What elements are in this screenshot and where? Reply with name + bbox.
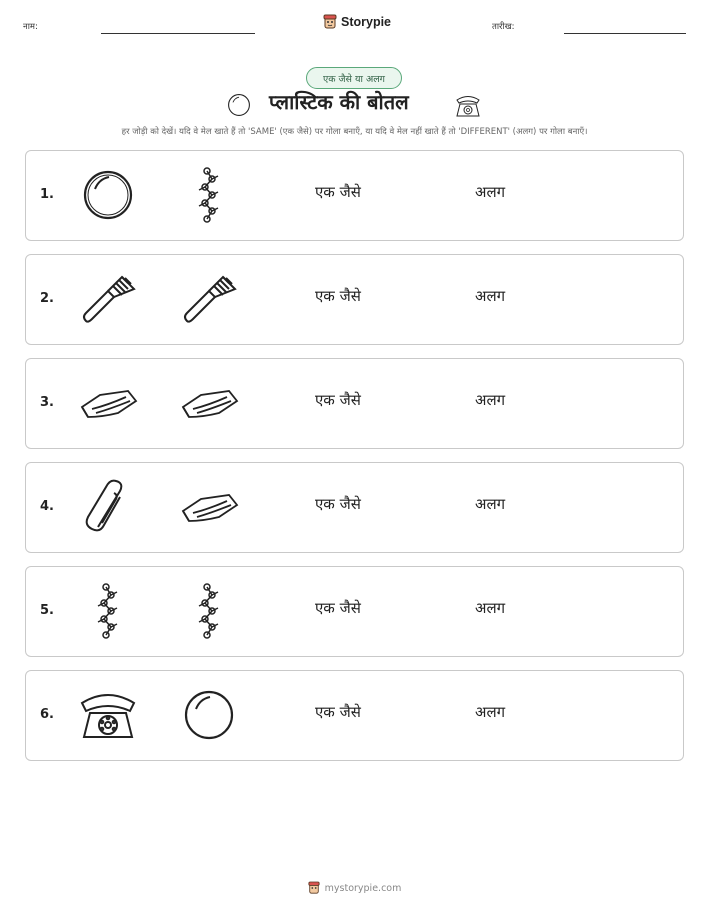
plastic-sheet-icon bbox=[179, 373, 239, 433]
date-label: तारीख: bbox=[492, 22, 515, 32]
pair-row-2 bbox=[25, 254, 684, 345]
comb-icon bbox=[78, 269, 138, 329]
different-option[interactable]: अलग bbox=[475, 391, 506, 409]
telephone-icon bbox=[453, 91, 483, 125]
row-number: 6. bbox=[40, 707, 54, 722]
molecule-chain-icon bbox=[179, 165, 239, 225]
plastic-sheet-icon bbox=[78, 373, 138, 433]
comb-icon bbox=[179, 269, 239, 329]
same-option[interactable]: एक जैसे bbox=[315, 183, 361, 201]
same-option[interactable]: एक जैसे bbox=[315, 599, 361, 617]
bubble-icon bbox=[179, 685, 239, 745]
plastic-sheet-icon bbox=[179, 477, 239, 537]
telephone-icon bbox=[78, 685, 138, 745]
same-option[interactable]: एक जैसे bbox=[315, 703, 361, 721]
different-option[interactable]: अलग bbox=[475, 599, 506, 617]
same-option[interactable]: एक जैसे bbox=[315, 495, 361, 513]
different-option[interactable]: अलग bbox=[475, 287, 506, 305]
pair-row-5 bbox=[25, 566, 684, 657]
title-row bbox=[0, 88, 709, 122]
row-number: 4. bbox=[40, 499, 54, 514]
page-title: प्लास्टिक की बोतल bbox=[269, 90, 409, 114]
footer-url[interactable]: mystorypie.com bbox=[324, 882, 402, 894]
different-option[interactable]: अलग bbox=[475, 703, 506, 721]
storypie-mascot-icon bbox=[323, 14, 337, 30]
worksheet-type-badge: एक जैसे या अलग bbox=[306, 67, 402, 89]
different-option[interactable]: अलग bbox=[475, 495, 506, 513]
brand-logo bbox=[323, 14, 391, 30]
name-field[interactable] bbox=[101, 33, 255, 34]
worksheet-header bbox=[0, 14, 709, 44]
row-number: 2. bbox=[40, 291, 54, 306]
different-option[interactable]: अलग bbox=[475, 183, 506, 201]
bubble-icon bbox=[78, 165, 138, 225]
row-number: 1. bbox=[40, 187, 54, 202]
paper-clip-icon bbox=[78, 477, 138, 537]
storypie-mascot-icon bbox=[308, 881, 320, 895]
same-option[interactable]: एक जैसे bbox=[315, 287, 361, 305]
name-label: नाम: bbox=[23, 22, 38, 32]
row-number: 5. bbox=[40, 603, 54, 618]
date-field[interactable] bbox=[564, 33, 686, 34]
instructions-text: हर जोड़ी को देखें। यदि वे मेल खाते हैं तो 'SAME' (एक जैसे) पर गोला बनाएँ, या यदि वे मेल नहीं खाते हैं तो 'DIFFERENT' (अलग) पर गोला बनाएँ। bbox=[121, 127, 588, 137]
bubble-icon bbox=[226, 92, 252, 122]
pair-row-3 bbox=[25, 358, 684, 449]
brand-name: Storypie bbox=[341, 15, 392, 29]
pair-row-6 bbox=[25, 670, 684, 761]
pair-row-4 bbox=[25, 462, 684, 553]
pair-row-1 bbox=[25, 150, 684, 241]
page-footer bbox=[0, 881, 709, 895]
molecule-chain-icon bbox=[78, 581, 138, 641]
same-option[interactable]: एक जैसे bbox=[315, 391, 361, 409]
molecule-chain-icon bbox=[179, 581, 239, 641]
row-number: 3. bbox=[40, 395, 54, 410]
